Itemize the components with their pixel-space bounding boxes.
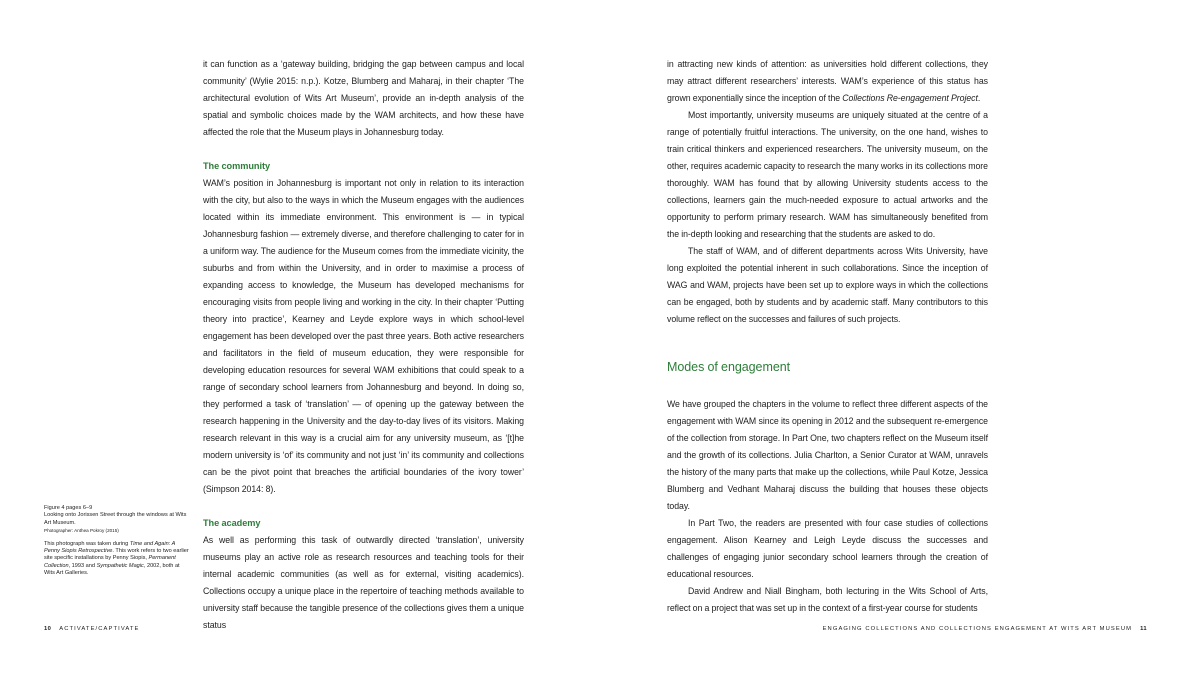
figure-label: Figure 4 pages 6–9 [44,505,93,511]
section-title: Modes of engagement [667,360,791,374]
left-page-number: 10 [44,626,52,632]
figure-caption [44,505,192,578]
left-page-text-column [203,56,524,634]
right-page-number: 11 [1140,626,1147,632]
right-page-text-column [667,56,988,617]
left-page-footer [44,626,140,632]
right-paragraph-2: Most importantly, university museums are uniquely situated at the centre of a range of potentially fruitful interactions. The university, on the one hand, wishes to train critical thinkers and experienced researchers. The university museum, on the other, requires academic capacity to research the many works in its collections more thoroughly. WAM has found that by allowing University students access to the collections, learners gain the much-needed exposure to actual artworks and the opportunity to perform primary research. WAM has simultaneously benefited from the in-depth looking and researching that the students are asked to do. [667,110,988,239]
right-paragraph-5: In Part Two, the readers are presented with four case studies of collections engagement. Alison Kearney and Leigh Leyde discuss the successes and challenges of engaging junior secondary school learners through the creation of educational resources. [667,518,988,579]
right-paragraph-3: The staff of WAM, and of different departments across Wits University, have long exploited the potential inherent in such collaborations. Since the inception of WAG and WAM, projects have been set up to explore ways in which the collections can be engaged, both by students and by academic staff. Many contributors to this volume reflect on the successes and failures of such projects. [667,246,988,324]
photo-credit: Photographer: Anthea Pokroy (2015) [44,528,119,534]
left-running-head: ACTIVATE/CAPTIVATE [59,626,140,632]
right-running-head: ENGAGING COLLECTIONS AND COLLECTIONS ENGAGEMENT AT WITS ART MUSEUM [822,626,1133,632]
right-paragraph-4: We have grouped the chapters in the volume to reflect three different aspects of the engagement with WAM since its opening in 2012 and the subsequent re-emergence of the collection from storage. In Part One, two chapters reflect on the Museum itself and the growth of its collections. Julia Charlton, a Senior Curator at WAM, unravels the history of the many parts that make up the collections, while Paul Kotze, Jessica Blumberg and Vedhant Maharaj discuss the building that houses these objects today. [667,399,988,511]
right-paragraph-6: David Andrew and Niall Bingham, both lecturing in the Wits School of Arts, reflect on a project that was set up in the context of a first-year course for students [667,586,988,613]
caption-note: This photograph was taken during Time and Again: A Penny Siopis Retrospective. This work refers to two earlier site specific installations by Penny Siopis, Permanent Collection, 1993 and Sympathetic Magic, 2002, both at Wits Art Galleries. [44,540,189,577]
academy-paragraph: As well as performing this task of outwardly directed ‘translation’, university museums play an active role as research resources and teaching tools for their internal academic communities (as well as for external, visiting academics). Collections occupy a unique place in the repertoire of teaching methods available to university staff because the tangible presence of the collections gives them a unique status [203,535,524,630]
right-page-footer [823,626,1147,632]
academy-heading: The academy [203,518,261,528]
community-paragraph: WAM’s position in Johannesburg is important not only in relation to its interaction with the city, but also to the ways in which the Museum engages with the audiences located within its immediate environment. This environment is — in typical Johannesburg fashion — extremely diverse, and therefore challenging to cater for in a uniform way. The audience for the Museum comes from the immediate vicinity, the suburbs and from within the University, and in order to maximise a process of expanding access to knowledge, the Museum has developed mechanisms for encouraging visits from people living and working in the city. In their chapter ‘Putting theory into practice’, Kearney and Leyde explore ways in which school-level engagement has been developed over the past three years. Both active researchers and facilitators in the field of museum education, they were responsible for developing education resources for several WAM exhibitions that could speak to a range of secondary school learners from Johannesburg and beyond. In doing so, they performed a task of ‘translation’ — of opening up the gateway between the research happening in the University and the day-to-day lives of its visitors. Making research relevant in this way is a crucial aim for any university museum, as ‘[t]he modern university is ‘of’ its community and not just ‘in’ its community and collections can be the pivot point that breaches the artificial boundaries of the ivory tower’ (Simpson 2014: 8). [203,178,524,494]
community-heading: The community [203,161,271,171]
right-paragraph-1: in attracting new kinds of attention: as universities hold different collections, they may attract different researchers’ interests. WAM’s experience of this status has grown exponentially since the inception of the Collections Re-engagement Project. [667,59,988,103]
intro-paragraph: it can function as a ‘gateway building, bridging the gap between campus and local community’ (Wylie 2015: n.p.). Kotze, Blumberg and Maharaj, in their chapter ‘The architectural evolution of Wits Art Museum’, provide an in-depth analysis of the spatial and symbolic choices made by the WAM architects, and how these have affected the role that the Museum plays in Johannesburg today. [203,59,524,137]
figure-description: Looking onto Jorissen Street through the windows at Wits Art Museum. [44,512,187,526]
